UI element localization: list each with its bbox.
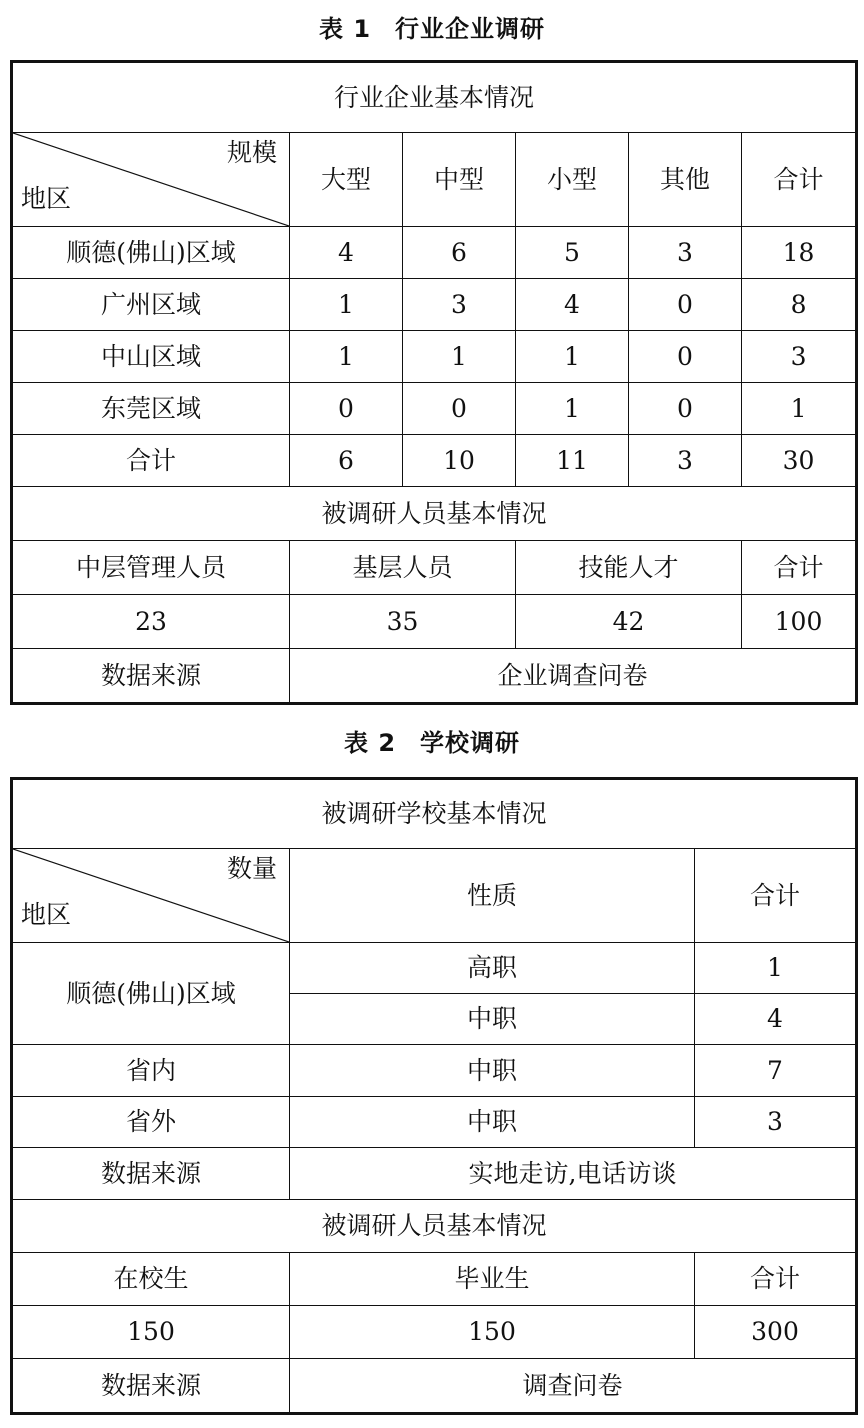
row-region: 中山区域 [12, 331, 290, 383]
table1-caption [0, 14, 864, 44]
cell-value: 18 [742, 227, 857, 279]
diag-label-region: 地区 [21, 899, 72, 929]
table2-caption-number: 表 2 [343, 729, 397, 757]
table-row [12, 279, 857, 331]
staff-value: 300 [695, 1306, 857, 1359]
table-row [12, 943, 857, 994]
staff-value: 42 [516, 595, 742, 649]
header-other: 其他 [629, 133, 742, 227]
staff-value: 35 [290, 595, 516, 649]
cell-value: 30 [742, 435, 857, 487]
diag-label-scale: 规模 [226, 138, 277, 167]
staff-header-grassroots: 基层人员 [290, 541, 516, 595]
row-nature: 高职 [290, 943, 695, 994]
cell-value: 8 [742, 279, 857, 331]
cell-value: 1 [516, 383, 629, 435]
school-survey-table [10, 777, 858, 1415]
source-value: 调查问卷 [290, 1359, 857, 1414]
staff-header-graduates: 毕业生 [290, 1253, 695, 1306]
staff-value: 150 [290, 1306, 695, 1359]
row-total: 3 [695, 1097, 857, 1148]
staff-value: 150 [12, 1306, 290, 1359]
row-nature: 中职 [290, 1097, 695, 1148]
row-nature: 中职 [290, 1045, 695, 1097]
row-region: 合计 [12, 435, 290, 487]
cell-value: 3 [629, 227, 742, 279]
industry-survey-table [10, 60, 858, 705]
row-region: 东莞区域 [12, 383, 290, 435]
table-row [12, 331, 857, 383]
table2-caption [0, 728, 864, 758]
cell-value: 5 [516, 227, 629, 279]
cell-value: 3 [403, 279, 516, 331]
source-value: 实地走访,电话访谈 [290, 1148, 857, 1200]
header-total: 合计 [695, 849, 857, 943]
row-region: 广州区域 [12, 279, 290, 331]
header-large: 大型 [290, 133, 403, 227]
cell-value: 0 [403, 383, 516, 435]
cell-value: 1 [742, 383, 857, 435]
cell-value: 1 [516, 331, 629, 383]
table1-diagonal-header [12, 133, 290, 227]
cell-value: 0 [629, 383, 742, 435]
header-total: 合计 [742, 133, 857, 227]
table-row [12, 227, 857, 279]
staff-header-middle-mgmt: 中层管理人员 [12, 541, 290, 595]
table2-section-title: 被调研学校基本情况 [12, 779, 857, 849]
staff-header-total: 合计 [695, 1253, 857, 1306]
row-nature: 中职 [290, 994, 695, 1045]
table-row [12, 1045, 857, 1097]
cell-value: 1 [290, 279, 403, 331]
table1-caption-number: 表 1 [318, 15, 372, 43]
cell-value: 6 [290, 435, 403, 487]
staff-header-students: 在校生 [12, 1253, 290, 1306]
header-small: 小型 [516, 133, 629, 227]
table-row [12, 383, 857, 435]
staff-value: 23 [12, 595, 290, 649]
row-total: 7 [695, 1045, 857, 1097]
cell-value: 1 [290, 331, 403, 383]
row-region: 顺德(佛山)区域 [12, 227, 290, 279]
header-medium: 中型 [403, 133, 516, 227]
source-label: 数据来源 [12, 649, 290, 704]
table1-staff-section-title: 被调研人员基本情况 [12, 487, 857, 541]
cell-value: 10 [403, 435, 516, 487]
cell-value: 4 [516, 279, 629, 331]
row-total: 1 [695, 943, 857, 994]
cell-value: 1 [403, 331, 516, 383]
table-row [12, 1097, 857, 1148]
cell-value: 0 [290, 383, 403, 435]
cell-value: 3 [742, 331, 857, 383]
table1-section-title: 行业企业基本情况 [12, 62, 857, 133]
cell-value: 4 [290, 227, 403, 279]
cell-value: 3 [629, 435, 742, 487]
table2-diagonal-header [12, 849, 290, 943]
cell-value: 0 [629, 331, 742, 383]
cell-value: 11 [516, 435, 629, 487]
row-total: 4 [695, 994, 857, 1045]
row-region: 省外 [12, 1097, 290, 1148]
table2-caption-title: 学校调研 [420, 729, 521, 757]
table1-caption-title: 行业企业调研 [395, 15, 546, 43]
header-nature: 性质 [290, 849, 695, 943]
source-label: 数据来源 [12, 1148, 290, 1200]
source-label: 数据来源 [12, 1359, 290, 1414]
row-region: 省内 [12, 1045, 290, 1097]
table2-staff-section-title: 被调研人员基本情况 [12, 1200, 857, 1253]
diag-label-region: 地区 [21, 183, 72, 213]
cell-value: 0 [629, 279, 742, 331]
diag-label-quantity: 数量 [226, 854, 277, 883]
table-row [12, 435, 857, 487]
cell-value: 6 [403, 227, 516, 279]
row-region: 顺德(佛山)区域 [12, 943, 290, 1045]
staff-header-skilled: 技能人才 [516, 541, 742, 595]
source-value: 企业调查问卷 [290, 649, 857, 704]
staff-value: 100 [742, 595, 857, 649]
staff-header-total: 合计 [742, 541, 857, 595]
